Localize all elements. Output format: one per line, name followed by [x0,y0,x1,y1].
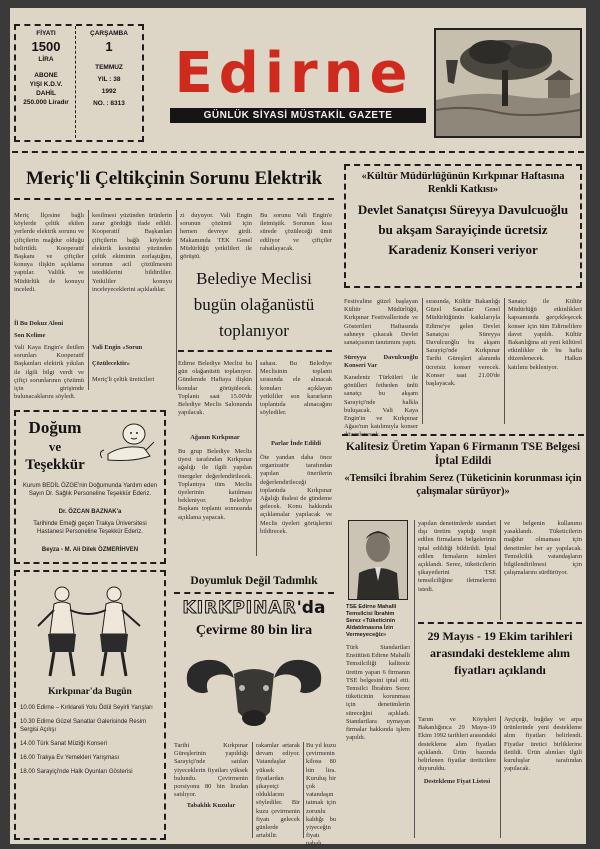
kirkpinar-headline: Doyumluk Değil Tadımlık [190,575,318,587]
council-headline: Belediye Meclisi bugün olağanüstü toplanıyor [193,269,315,340]
kirkpinar-subhead: Çevirme 80 bin lira [195,623,313,638]
currency: LİRA [38,56,54,63]
lead-subhead2: Son Kelime [14,332,46,339]
masthead-title: Edirne [174,41,414,106]
kirkpinar-logo: KIRKPINAR [182,598,297,618]
tobacco-col2: Ayçiçeği, buğday ve arpa ürünlerinde yeni destekleme alım fiyatları belirlendi. Fiyatlar üretici birliklerine iletildi. Ürün alımları ilgili kuruluşlar tarafından yapılacak. [504,716,582,773]
tobacco-col1: Tarım ve Köyişleri Bakanlığınca 29 Mayıs-19 Ekim 1992 tarihleri arasındaki destekleme alım fiyatları açıklandı. Ürün bazında belirlenen fiyatlar üreticilere duyuruldu. [418,716,496,773]
lead-text-col2: kesilmesi yüzünden ürünlerin zarar gördüğü ifade edildi. Kooperatif Başkanları çiftçilerin bağlı köylerde elektrik kesintisi yüzünden çeltik ekiminin zorlaştığını, sorunun acil çözülmesini istediklerini bildirdiler. Yetkililer konuyu inceleyeceklerini açıkladılar. [92,212,172,293]
council-col1b: Bu grup Belediye Meclis üyesi tarafından Kırkpınar ağalığı ile ilgili yapılan önergeler değerlendirilecek. Toplantıya tüm Meclis üyelerinin katılması bekleniyor. Belediye Başkanı toplantı sonrasında açıklama yapacak. [178,448,252,521]
month: TEMMUZ [95,64,123,71]
price: 1500 [31,39,61,54]
tse-quote: «Temsilci İbrahim Serez (Tüketicinin korunması için çalışmalar sürüyor)» [344,473,582,497]
concert-kicker: «Kültür Müdürlüğünün Kırkpınar Haftasına Renkli Katkısı» [361,171,565,195]
day-number: 1 [105,39,113,54]
kirkpinar-col1: Tarihi Kırkpınar Güreşlerinin yapıldığı Sarayiçi'nde satılan yiyeceklerin fiyatları yüksek bulundu. Çevirmenin porsiyonu 80 bin liradan satılıyor. [174,742,248,799]
subscription-line2: YIŞI K.D.V. [29,81,63,88]
tse-photo-caption: TSE Edirne Mahalli Temsilcisi İbrahim Serez «Tüketicinin Aldatılmasına İzin Vermeyeceğiz» [346,604,397,638]
baby-illustration [94,420,158,472]
lead-text-col1: Meriç İlçesine bağlı köylerde çeltik ekilen yerlerde elektrik sorunu ve çiftçilerin mağdur olduğu belirtildi. Kooperatif Başkanı ve çiftçiler konuya ilişkin açıklama yaptılar. Valilik ve Müdürlük de konuyu inceledi. [14,212,84,293]
schedule-item: 18.00 Sarayiçi'nde Halk Oyunları Gösterisi [20,769,133,775]
birth-text2: Tarihinde Emeği geçen Trakya Üniversitesi Hastanesi Personeline Teşekkür Ederiz. [33,521,147,535]
schedule-item: 16.00 Trakya Ev Yemekleri Yarışması [20,755,120,761]
lead-headline: Meriç'li Çeltikçinin Sorunu Elektrik [25,168,323,189]
birth-title2: ve [48,439,62,454]
concert-subhead: Süreyya Davulcuoğlu Konseri Var [344,354,418,370]
lead-text-col2b: Meriç'li çeltik üreticileri [92,376,155,383]
issue-number: NO. : 8313 [93,100,125,107]
tse-representative-photo [348,520,408,600]
ram-head-illustration [178,646,330,732]
kirkpinar-logo-line [172,598,336,618]
lead-text-col3: zi duyuyor. Vali Engin sorunun çözümü için hemen devreye girdi. Makamında TEK Genel Müdürlüğü yetkilileri ile görüştü. [180,212,252,261]
council-col2: sahası. Bu Belediye Meclisinin toplantı sırasında ele alınacak konuları açıklayan yetkililer son kararların toplantıda alınacağını söylediler. [260,360,332,417]
birth-title3: Teşekkür [25,457,85,473]
council-col1: Edirne Belediye Meclisi bu gün olağanüstü toplanıyor. Gündemde Haftaya ilişkin konular görüşülecek. Toplantı saat 15.00'de Belediye Meclis Salonunda yapılacak. [178,360,252,417]
schedule-item: 10.30 Edirne Güzel Sanatlar Galerisinde Resim Sergisi Açılışı [20,719,147,733]
tobacco-subhead: Destekleme Fiyat Listesi [423,778,491,785]
subscription-line3: DAHİL [36,90,56,97]
concert-headline: Devlet Sanatçısı Süreyya Davulcuoğlu bu akşam Sarayiçinde ücretsiz Karadeniz Konseri veriyor [357,202,569,257]
birth-signature: Beyza - M. Ali Dilek ÖZMERİHVEN [41,547,139,553]
volume: YIL : 38 [97,76,121,83]
year: 1992 [101,88,117,95]
lead-text-col4: Bu sorunu Vali Engin'e iletmiştik. Sorunun kısa sürede çözüleceği ümit ediliyor ve çiftçiler rahatlayacak. [260,212,332,252]
wrestlers-illustration [24,582,154,678]
birth-title1: Doğum [28,418,82,437]
birth-text1: Kurum BEDİL ÖZGE'nin Doğumunda Yardım eden Sayın Dr. Sağlık Personeline Teşekkür Ederiz. [22,483,158,497]
tse-headline: Kalitesiz Üretim Yapan 6 Firmanın TSE Belgesi İptal Edildi [345,441,581,467]
concert-col2: sırasında, Kültür Bakanlığı Güzel Sanatlar Genel Müdürlüğünün katkılarıyla Edirne'ye gelen Devlet Sanatçısı Süreyya Davulcuoğlu bu akşam Sarayiçi'nde Kırkpınar Tarihi Güreşleri alanında ücretsiz konser verecek. Konser saat 21.00'de başlayacak. [426,298,500,388]
tse-col2: yapılan denetimlerde standart dışı üretim yaptığı tespit edilen firmaların belgelerinin iptal edildiği bildirildi. İptal edilen firmaların isimleri açıklandı. Serez, tüketicilerin şikayetlerini TSE temsilciliğine iletmelerini istedi. [418,520,496,593]
tse-col3: ve belgenin kullanımı yasaklandı. Tüketicilerin mağdur olmaması için denetimler her ay yapılacak. Temsilcilik vatandaşların bilgilendirilmesi için çalışmalarını sürdürüyor. [504,520,582,577]
edirne-landscape-image [434,28,582,138]
price-label: FİYATI [36,30,56,37]
concert-col1b: Karadeniz Türküleri ile gönülleri fetheden ünlü sanatçı bu akşam Sarayiçi'nde halkla buluşacak. Vali Kaya Engin'in ve Kırkpınar Ağası'nın katılımıyla konser düzenlenecek. [344,374,418,439]
weekday: ÇARŞAMBA [90,30,128,37]
kirkpinar-logo-suffix: 'da [296,598,326,618]
lead-subhead3: Vali Engin «Sorun [92,344,143,351]
council-subhead1: Ağanın Kırkpınar [190,434,240,441]
lead-text-col1b: Vali Kaya Engin'e iletilen sorunları Kooperatif Başkanları elektrik yıkılan ile ilgili bilgi verdi ve çiftçi sorunlarının çözümü için girişimde bulunacaklarını söyledi. [14,344,84,401]
lead-subhead1: İl Bu Dokuz Aloni [14,320,64,327]
lead-subhead4: Çözülecektir» [92,360,130,367]
wrestling-schedule-list [20,704,160,782]
wrestling-caption: Kırkpınar'da Bugün [48,687,132,697]
kirkpinar-col2: rakamlar artarak devam ediyor. Vatandaşlar yüksek fiyatlardan şikayetçi olduklarını söylediler. Bir kuzu çevirmenin fiyatı gelecek günlerde artabilir. [256,742,300,840]
subscription-label: ABONE [34,72,58,79]
council-subhead2: Parlar İnde Edildi [271,440,321,447]
concert-col1: Festivaline güzel başlayan Kültür Müdürlüğü, Kırkpınar Festivallerinde ve Gösterileri Haftasında sahneye çıkacak Devlet sanatçısının tanıtımını yaptı. [344,298,418,347]
kirkpinar-subhead1: Tabaklık Kuzular [186,802,236,809]
newspaper-page [10,8,586,848]
schedule-item: 10.00 Edirne – Kırklareli Yolu Ödül Seyirli Yarışları [20,705,153,711]
birth-doctor: Dr. ÖZCAN BAZNAK'a [58,509,122,515]
schedule-item: 14.00 Türk Sanat Müziği Konseri [20,741,107,747]
concert-col3: Sanatçı ile Kültür Müdürlüğü etkinlikleri kapsamında gerçekleşecek konser için tüm Edirnelilere davet yapıldı. Kültür Bakanlığına ait yeni kültürel etkinlikler de bu hafta düzenlenecek. Halkın katılımı bekleniyor. [508,298,582,371]
kirkpinar-col3: Bu yıl kuzu çevirmenin kilosu 80 bin lira. Kuruluş bir çok vatandaşın tatmak için zorunlu kaldığı bu yiyeceğin fiyatı pahalı. [306,742,336,848]
masthead-subtitle: GÜNLÜK SİYASİ MÜSTAKİL GAZETE [170,108,426,123]
subscription-price: 250.000 Liradır [23,99,69,106]
tobacco-headline: 29 Mayıs - 19 Ekim tarihleri arasındaki destekleme alım fiyatları açıklandı [427,629,573,677]
tse-col1: Türk Standartları Enstitüsü Edirne Mahalli Temsilciliği kalitesiz üretim yapan 6 firmanın TSE belgesini iptal etti. Temsilci İbrahim Serez tüketicinin korunması için denetimlerin süreceğini açıkladı. Standartlara uymayan firmalar hakkında işlem yapıldı. [346,644,410,742]
council-col2b: Öte yandan daha önce organizatör tarafından yapılan önerilerin değerlendirileceği toplantıda Kırkpınar Ağalığı ihalesi de gündeme gelecek. Konu hakkında açıklamalar yapılacak ve Meclis üyeleri görüşlerini bildirecek. [260,454,332,535]
